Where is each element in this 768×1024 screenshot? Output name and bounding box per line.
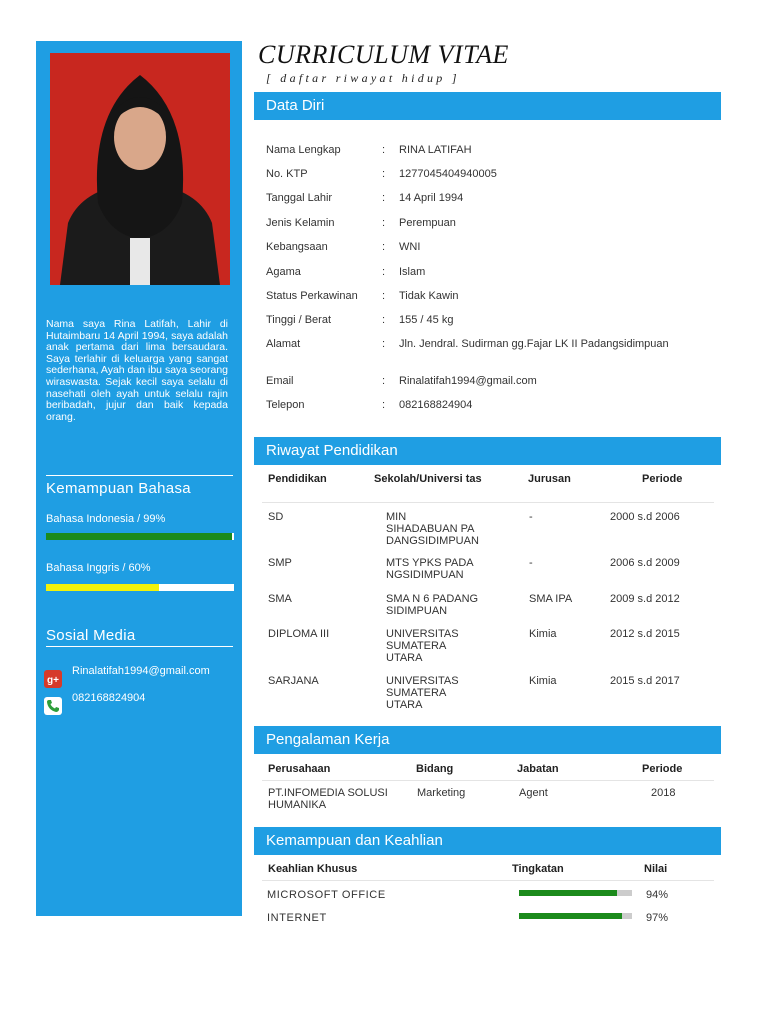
phone-icon[interactable]	[44, 697, 62, 715]
bio-text: Nama saya Rina Latifah, Lahir di Hutaimbaru 14 April 1994, saya adalah anak pertama dari lima bersaudara. Saya terlahir di keluarga yang sangat sederhana, Ayah dan ibu saya seorang wiraswasta. Sejak kecil saya selalu di nasehati oleh ayah untuk selalu rajin beribadah, jujur dan baik kepada orang.	[46, 318, 228, 423]
education-level: SD	[268, 511, 284, 523]
experience-header-field: Bidang	[416, 763, 454, 775]
personal-separator: :	[382, 144, 386, 156]
education-school-line: UNIVERSITAS	[386, 675, 459, 687]
personal-value: 082168824904	[399, 399, 473, 411]
skill-level-bar	[519, 890, 632, 896]
page-subtitle: [ daftar riwayat hidup ]	[266, 71, 460, 85]
sidebar	[36, 41, 242, 916]
personal-label: Telepon	[266, 399, 305, 411]
experience-period: 2018	[651, 787, 676, 799]
education-level: SMA	[268, 593, 292, 605]
experience-position: Agent	[519, 787, 548, 799]
skills-header-level: Tingkatan	[512, 863, 564, 875]
education-school	[386, 675, 459, 711]
education-school-line: SUMATERA	[386, 687, 447, 699]
social-phone[interactable]: 082168824904	[72, 692, 146, 704]
education-school-line: UNIVERSITAS	[386, 628, 459, 640]
skills-header-divider	[262, 880, 714, 881]
education-school-line: MIN	[386, 511, 407, 523]
experience-field: Marketing	[417, 787, 466, 799]
education-major: SMA IPA	[529, 593, 573, 605]
section-experience-heading: Pengalaman Kerja	[254, 726, 721, 754]
education-school-line: SIHADABUAN PA	[386, 523, 475, 535]
personal-label: Email	[266, 375, 294, 387]
education-school	[386, 511, 479, 547]
education-school-line: SIDIMPUAN	[386, 605, 448, 617]
personal-separator: :	[382, 314, 386, 326]
education-header-level: Pendidikan	[268, 473, 327, 485]
personal-separator: :	[382, 241, 386, 253]
personal-label: Kebangsaan	[266, 241, 328, 253]
education-school-line: SMA N 6 PADANG	[386, 593, 479, 605]
language-label-indonesia: Bahasa Indonesia / 99%	[46, 513, 166, 525]
personal-value: WNI	[399, 241, 421, 253]
social-heading: Sosial Media	[46, 627, 233, 647]
education-school-line: UTARA	[386, 652, 423, 664]
education-period: 2009 s.d 2012	[610, 593, 680, 605]
personal-value: Perempuan	[399, 217, 456, 229]
experience-header-divider	[262, 780, 714, 781]
skill-value: 97%	[646, 912, 669, 924]
education-period: 2000 s.d 2006	[610, 511, 680, 523]
education-school-line: SUMATERA	[386, 640, 447, 652]
personal-separator: :	[382, 290, 386, 302]
language-bar-english	[46, 584, 234, 591]
education-header-major: Jurusan	[528, 473, 571, 485]
personal-separator: :	[382, 192, 386, 204]
education-major: Kimia	[529, 628, 557, 640]
personal-label: Status Perkawinan	[266, 290, 358, 302]
education-level: SMP	[268, 557, 292, 569]
google-plus-icon[interactable]	[44, 670, 62, 688]
personal-value: Islam	[399, 266, 426, 278]
education-period: 2015 s.d 2017	[610, 675, 680, 687]
personal-label: Nama Lengkap	[266, 144, 341, 156]
personal-separator: :	[382, 168, 386, 180]
education-level: DIPLOMA III	[268, 628, 330, 640]
svg-text:g+: g+	[47, 675, 59, 686]
education-school-line: NGSIDIMPUAN	[386, 569, 464, 581]
education-school	[386, 593, 478, 617]
education-header-period: Periode	[642, 473, 683, 485]
skill-name: MICROSOFT OFFICE	[267, 889, 386, 901]
language-bar-indonesia-fill	[46, 533, 232, 540]
skills-header-value: Nilai	[644, 863, 668, 875]
experience-header-company: Perusahaan	[268, 763, 331, 775]
personal-label: Tinggi / Berat	[266, 314, 332, 326]
language-label-english: Bahasa Inggris / 60%	[46, 562, 151, 574]
personal-value: RINA LATIFAH	[399, 144, 472, 156]
social-email[interactable]: Rinalatifah1994@gmail.com	[72, 665, 210, 677]
education-major: -	[529, 557, 533, 569]
skill-name: INTERNET	[267, 912, 327, 924]
skill-level-fill	[519, 913, 622, 919]
personal-label: Alamat	[266, 338, 301, 350]
personal-label: Jenis Kelamin	[266, 217, 335, 229]
personal-value: 155 / 45 kg	[399, 314, 454, 326]
personal-separator: :	[382, 375, 386, 387]
personal-value: 14 April 1994	[399, 192, 464, 204]
languages-heading: Kemampuan Bahasa	[46, 475, 233, 497]
education-header-school: Sekolah/Universi tas	[374, 473, 482, 485]
personal-value: 1277045404940005	[399, 168, 497, 180]
personal-value: Jln. Jendral. Sudirman gg.Fajar LK II Padangsidimpuan	[399, 338, 669, 350]
education-period: 2012 s.d 2015	[610, 628, 680, 640]
education-major: -	[529, 511, 533, 523]
language-bar-english-fill	[46, 584, 159, 591]
education-period: 2006 s.d 2009	[610, 557, 680, 569]
skills-header-name: Keahlian Khusus	[268, 863, 358, 875]
education-school-line: MTS YPKS PADA	[386, 557, 474, 569]
section-personal-heading: Data Diri	[254, 92, 721, 120]
personal-value: Tidak Kawin	[399, 290, 459, 302]
personal-separator: :	[382, 266, 386, 278]
personal-value: Rinalatifah1994@gmail.com	[399, 375, 537, 387]
personal-separator: :	[382, 399, 386, 411]
personal-label: Agama	[266, 266, 301, 278]
education-header-divider	[262, 502, 714, 503]
page-title: CURRICULUM VITAE	[258, 40, 509, 69]
education-school-line: DANGSIDIMPUAN	[386, 535, 479, 547]
personal-separator: :	[382, 338, 386, 350]
skill-level-bar	[519, 913, 632, 919]
section-education-heading: Riwayat Pendidikan	[254, 437, 721, 465]
skill-value: 94%	[646, 889, 669, 901]
education-school	[386, 557, 474, 581]
education-school-line: UTARA	[386, 699, 423, 711]
personal-label: No. KTP	[266, 168, 308, 180]
education-level: SARJANA	[268, 675, 319, 687]
personal-separator: :	[382, 217, 386, 229]
language-bar-indonesia	[46, 533, 234, 540]
education-major: Kimia	[529, 675, 557, 687]
personal-label: Tanggal Lahir	[266, 192, 333, 204]
skill-level-fill	[519, 890, 617, 896]
experience-company	[268, 787, 388, 811]
experience-company-line: PT.INFOMEDIA SOLUSI	[268, 787, 388, 799]
profile-photo-illustration	[50, 53, 230, 285]
section-skills-heading: Kemampuan dan Keahlian	[254, 827, 721, 855]
profile-photo	[50, 53, 230, 285]
education-school	[386, 628, 459, 664]
experience-company-line: HUMANIKA	[268, 799, 327, 811]
experience-header-period: Periode	[642, 763, 683, 775]
experience-header-position: Jabatan	[517, 763, 559, 775]
